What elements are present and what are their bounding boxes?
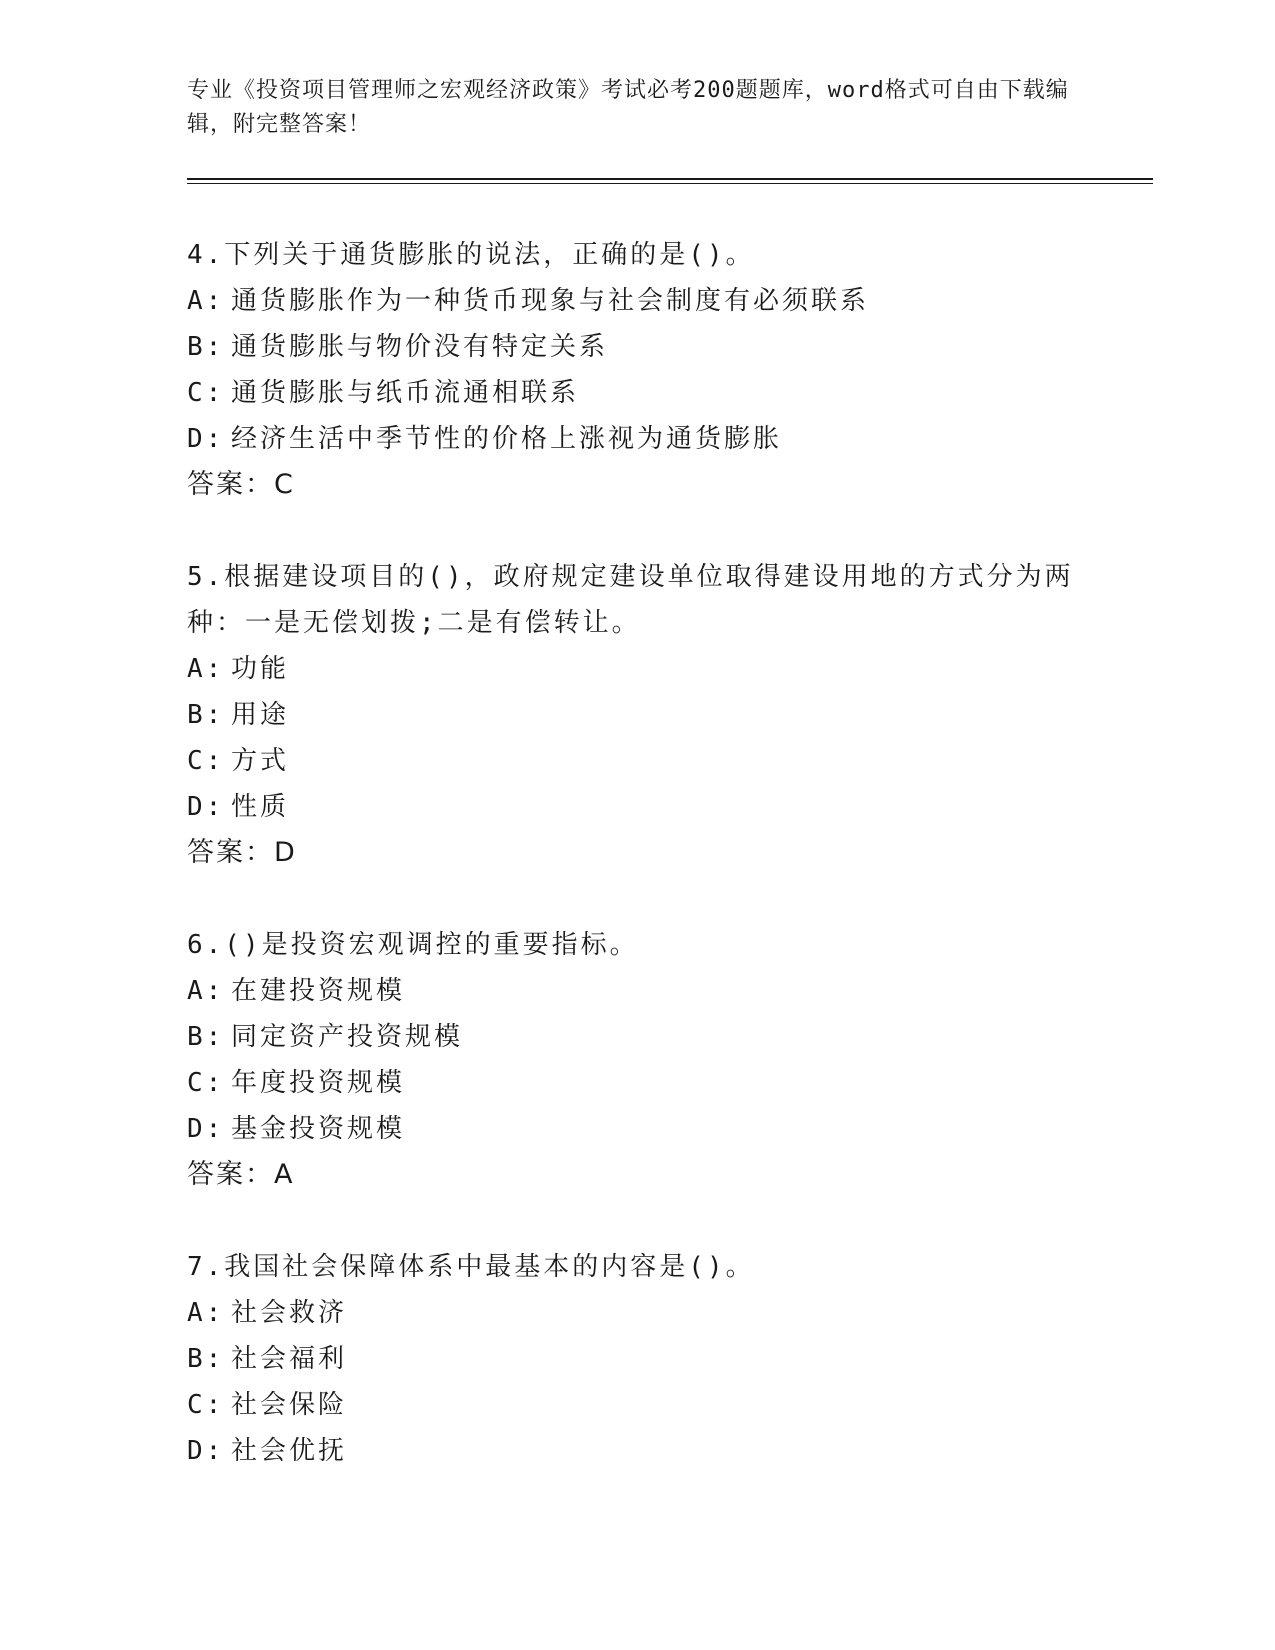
option-letter: C: — [187, 378, 225, 408]
option-text: 功能 — [231, 654, 290, 684]
option-d — [187, 416, 1087, 462]
option-text: 在建投资规模 — [231, 976, 406, 1006]
option-a — [187, 278, 1087, 324]
option-text: 性质 — [231, 792, 290, 822]
option-text: 基金投资规模 — [231, 1114, 406, 1144]
option-b — [187, 1336, 1087, 1382]
option-c — [187, 1060, 1087, 1106]
option-letter: C: — [187, 1068, 225, 1098]
option-d — [187, 1428, 1087, 1474]
option-text: 社会优抚 — [231, 1436, 348, 1466]
option-text: 社会救济 — [231, 1298, 348, 1328]
option-letter: C: — [187, 746, 225, 776]
option-b — [187, 1014, 1087, 1060]
option-letter: A: — [187, 976, 225, 1006]
question-stem: 6.()是投资宏观调控的重要指标。 — [187, 930, 639, 960]
question-stem: 4.下列关于通货膨胀的说法，正确的是()。 — [187, 240, 755, 270]
header-divider-thin — [187, 183, 1153, 184]
option-text: 年度投资规模 — [231, 1068, 406, 1098]
option-letter: C: — [187, 1390, 225, 1420]
option-letter: B: — [187, 332, 225, 362]
option-text: 社会福利 — [231, 1344, 348, 1374]
option-d — [187, 1106, 1087, 1152]
option-text: 通货膨胀与物价没有特定关系 — [231, 332, 609, 362]
question-stem: 7.我国社会保障体系中最基本的内容是()。 — [187, 1252, 755, 1282]
option-text: 用途 — [231, 700, 290, 730]
option-c — [187, 370, 1087, 416]
option-letter: D: — [187, 424, 225, 454]
option-b — [187, 692, 1087, 738]
option-a — [187, 646, 1087, 692]
option-letter: D: — [187, 1114, 225, 1144]
option-c — [187, 1382, 1087, 1428]
option-letter: D: — [187, 792, 225, 822]
option-letter: A: — [187, 1298, 225, 1328]
option-a — [187, 968, 1087, 1014]
option-b — [187, 324, 1087, 370]
option-d — [187, 784, 1087, 830]
option-text: 同定资产投资规模 — [231, 1022, 464, 1052]
option-text: 方式 — [231, 746, 290, 776]
question-4 — [187, 232, 1087, 508]
document-header: 专业《投资项目管理师之宏观经济政策》考试必考200题题库，word格式可自由下载编辑，附完整答案！ — [187, 78, 1069, 137]
option-text: 通货膨胀作为一种货币现象与社会制度有必须联系 — [231, 286, 870, 316]
option-text: 通货膨胀与纸币流通相联系 — [231, 378, 580, 408]
option-c — [187, 738, 1087, 784]
question-7 — [187, 1244, 1087, 1474]
question-6 — [187, 922, 1087, 1198]
question-5 — [187, 554, 1087, 876]
answer-line: 答案：D — [187, 837, 297, 868]
option-letter: D: — [187, 1436, 225, 1466]
option-a — [187, 1290, 1087, 1336]
option-letter: A: — [187, 654, 225, 684]
option-letter: B: — [187, 1022, 225, 1052]
option-text: 经济生活中季节性的价格上涨视为通货膨胀 — [231, 424, 783, 454]
answer-line: 答案：A — [187, 1159, 295, 1190]
question-list — [187, 232, 1087, 1520]
question-stem: 5.根据建设项目的()，政府规定建设单位取得建设用地的方式分为两种：一是无偿划拨;二是有偿转让。 — [187, 562, 1074, 638]
answer-line: 答案：C — [187, 469, 295, 500]
option-letter: B: — [187, 1344, 225, 1374]
header-divider-thick — [187, 178, 1153, 180]
option-letter: B: — [187, 700, 225, 730]
option-letter: A: — [187, 286, 225, 316]
option-text: 社会保险 — [231, 1390, 348, 1420]
